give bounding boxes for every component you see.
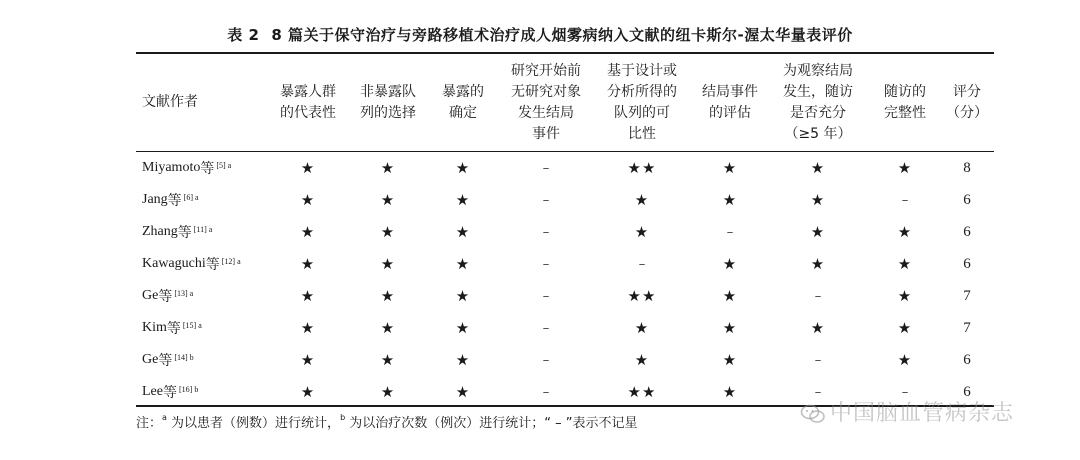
author-etal: 等	[166, 321, 181, 337]
column-header-line: 的评估	[709, 104, 751, 121]
citation-ref: [5] a	[216, 160, 232, 170]
citation-ref: [15] a	[182, 320, 202, 330]
author-name: Ge	[142, 288, 159, 303]
wechat-icon	[800, 404, 826, 424]
star-rating-cell: ★★	[627, 287, 657, 305]
star-rating-cell: ★	[455, 191, 471, 209]
author-cell	[142, 280, 262, 312]
column-header-0	[142, 54, 262, 151]
column-header-7	[770, 54, 866, 151]
citation-ref: [6] a	[183, 192, 199, 202]
citation-ref: [11] a	[193, 224, 213, 234]
column-header-line: 结局事件	[702, 83, 758, 100]
star-rating-cell: ★	[897, 159, 913, 177]
star-rating-cell: ★	[455, 287, 471, 305]
table-number: 表 2	[227, 26, 260, 44]
column-header-line: 分析所得的	[607, 83, 677, 100]
author-etal: 等	[177, 225, 192, 241]
author-etal: 等	[162, 385, 177, 401]
column-header-line: 非暴露队	[360, 83, 416, 100]
column-header-line: 事件	[532, 125, 560, 142]
no-star-cell: –	[814, 288, 822, 304]
author-etal: 等	[158, 353, 173, 369]
column-header-4	[498, 54, 594, 151]
table-row	[136, 184, 994, 216]
star-rating-cell: ★	[897, 255, 913, 273]
author-cell	[142, 184, 262, 216]
column-header-line: 完整性	[884, 104, 926, 121]
author-name: Lee	[142, 384, 163, 399]
footnote-b-mark: b	[340, 412, 346, 422]
star-rating-cell: ★	[300, 223, 316, 241]
author-cell	[142, 344, 262, 376]
author-name: Jang	[142, 192, 168, 207]
star-rating-cell: ★	[455, 319, 471, 337]
table-row	[136, 248, 994, 280]
score-cell: 7	[963, 287, 971, 304]
no-star-cell: –	[542, 224, 550, 240]
column-header-line: 无研究对象	[511, 83, 581, 100]
table-row	[136, 312, 994, 344]
column-header-line: 队列的可	[614, 104, 670, 121]
no-star-cell: –	[542, 384, 550, 400]
score-cell: 6	[963, 223, 971, 240]
star-rating-cell: ★	[722, 351, 738, 369]
star-rating-cell: ★	[455, 223, 471, 241]
no-star-cell: –	[814, 384, 822, 400]
column-header-line: 暴露人群	[280, 83, 336, 100]
column-header-6	[690, 54, 770, 151]
no-star-cell: –	[814, 352, 822, 368]
column-header-line: 发生结局	[518, 104, 574, 121]
star-rating-cell: ★	[455, 383, 471, 401]
author-cell	[142, 152, 262, 184]
star-rating-cell: ★	[380, 287, 396, 305]
score-cell: 6	[963, 383, 971, 400]
score-cell: 6	[963, 255, 971, 272]
table-footnote	[136, 412, 638, 431]
column-header-line: 研究开始前	[511, 62, 581, 79]
score-cell: 7	[963, 319, 971, 336]
footnote-a-text: 为以患者（例数）进行统计，	[166, 416, 341, 431]
citation-ref: [12] a	[221, 256, 241, 266]
column-header-9	[942, 54, 992, 151]
star-rating-cell: ★	[380, 159, 396, 177]
column-header-line: 文献作者	[142, 94, 198, 110]
author-cell	[142, 216, 262, 248]
footnote-a-mark: a	[162, 412, 167, 422]
citation-ref: [13] a	[174, 288, 194, 298]
star-rating-cell: ★	[380, 383, 396, 401]
column-header-line: 基于设计或	[607, 62, 677, 79]
star-rating-cell: ★	[380, 223, 396, 241]
no-star-cell: –	[901, 384, 909, 400]
star-rating-cell: ★	[300, 159, 316, 177]
star-rating-cell: ★	[455, 351, 471, 369]
star-rating-cell: ★	[455, 255, 471, 273]
star-rating-cell: ★	[897, 287, 913, 305]
no-star-cell: –	[542, 320, 550, 336]
author-name: Miyamoto	[142, 160, 201, 175]
author-etal: 等	[167, 193, 182, 209]
footnote-b-text: 为以治疗次数（例次）进行统计；“ – ”表示不记星	[345, 416, 638, 431]
no-star-cell: –	[726, 224, 734, 240]
column-header-8	[870, 54, 940, 151]
star-rating-cell: ★	[300, 319, 316, 337]
table-row	[136, 280, 994, 312]
star-rating-cell: ★	[634, 223, 650, 241]
column-header-2	[348, 54, 428, 151]
star-rating-cell: ★	[380, 319, 396, 337]
star-rating-cell: ★	[897, 319, 913, 337]
star-rating-cell: ★	[300, 191, 316, 209]
column-header-line: 发生，随访	[783, 83, 853, 100]
footnote-prefix: 注：	[136, 416, 163, 431]
column-header-line: 列的选择	[360, 104, 416, 121]
no-star-cell: –	[542, 192, 550, 208]
star-rating-cell: ★	[810, 223, 826, 241]
table-caption	[0, 24, 1080, 45]
no-star-cell: –	[542, 352, 550, 368]
star-rating-cell: ★	[634, 191, 650, 209]
author-etal: 等	[158, 289, 173, 305]
star-rating-cell: ★	[300, 287, 316, 305]
author-etal: 等	[200, 161, 215, 177]
column-header-line: （分）	[946, 104, 988, 121]
column-header-line: 的代表性	[280, 104, 336, 121]
column-header-1	[268, 54, 348, 151]
star-rating-cell: ★	[897, 351, 913, 369]
column-header-line: 评分	[953, 83, 981, 100]
star-rating-cell: ★	[380, 351, 396, 369]
star-rating-cell: ★	[722, 383, 738, 401]
author-etal: 等	[205, 257, 220, 273]
star-rating-cell: ★	[722, 255, 738, 273]
author-name: Ge	[142, 352, 159, 367]
score-cell: 6	[963, 351, 971, 368]
star-rating-cell: ★★	[627, 159, 657, 177]
star-rating-cell: ★	[810, 319, 826, 337]
watermark-text: 中国脑血管病杂志	[830, 401, 1015, 426]
star-rating-cell: ★	[810, 191, 826, 209]
table-title: 8 篇关于保守治疗与旁路移植术治疗成人烟雾病纳入文献的纽卡斯尔-渥太华量表评价	[271, 26, 853, 44]
column-header-line: 确定	[449, 104, 477, 121]
author-cell	[142, 376, 262, 408]
score-cell: 8	[963, 159, 971, 176]
no-star-cell: –	[542, 288, 550, 304]
star-rating-cell: ★	[300, 383, 316, 401]
no-star-cell: –	[542, 160, 550, 176]
star-rating-cell: ★	[722, 191, 738, 209]
column-header-line: 比性	[628, 125, 656, 142]
score-cell: 6	[963, 191, 971, 208]
no-star-cell: –	[542, 256, 550, 272]
star-rating-cell: ★	[380, 255, 396, 273]
column-header-line: 随访的	[884, 83, 926, 100]
star-rating-cell: ★	[455, 159, 471, 177]
star-rating-cell: ★	[722, 287, 738, 305]
table-row	[136, 344, 994, 376]
author-name: Kawaguchi	[142, 256, 206, 271]
column-header-line: （≥5 年）	[784, 125, 852, 142]
star-rating-cell: ★★	[627, 383, 657, 401]
citation-ref: [16] b	[178, 384, 199, 394]
watermark	[800, 396, 1014, 427]
star-rating-cell: ★	[300, 255, 316, 273]
column-header-3	[428, 54, 498, 151]
author-cell	[142, 312, 262, 344]
star-rating-cell: ★	[300, 351, 316, 369]
star-rating-cell: ★	[722, 319, 738, 337]
star-rating-cell: ★	[810, 159, 826, 177]
table-row	[136, 216, 994, 248]
no-star-cell: –	[638, 256, 646, 272]
star-rating-cell: ★	[380, 191, 396, 209]
column-header-line: 是否充分	[790, 104, 846, 121]
column-header-line: 暴露的	[442, 83, 484, 100]
author-name: Kim	[142, 320, 167, 335]
column-header-line: 为观察结局	[783, 62, 853, 79]
star-rating-cell: ★	[722, 159, 738, 177]
star-rating-cell: ★	[810, 255, 826, 273]
author-cell	[142, 248, 262, 280]
citation-ref: [14] b	[174, 352, 194, 362]
author-name: Zhang	[142, 224, 178, 239]
star-rating-cell: ★	[634, 351, 650, 369]
table-row	[136, 152, 994, 184]
no-star-cell: –	[901, 192, 909, 208]
column-header-5	[594, 54, 690, 151]
star-rating-cell: ★	[634, 319, 650, 337]
star-rating-cell: ★	[897, 223, 913, 241]
